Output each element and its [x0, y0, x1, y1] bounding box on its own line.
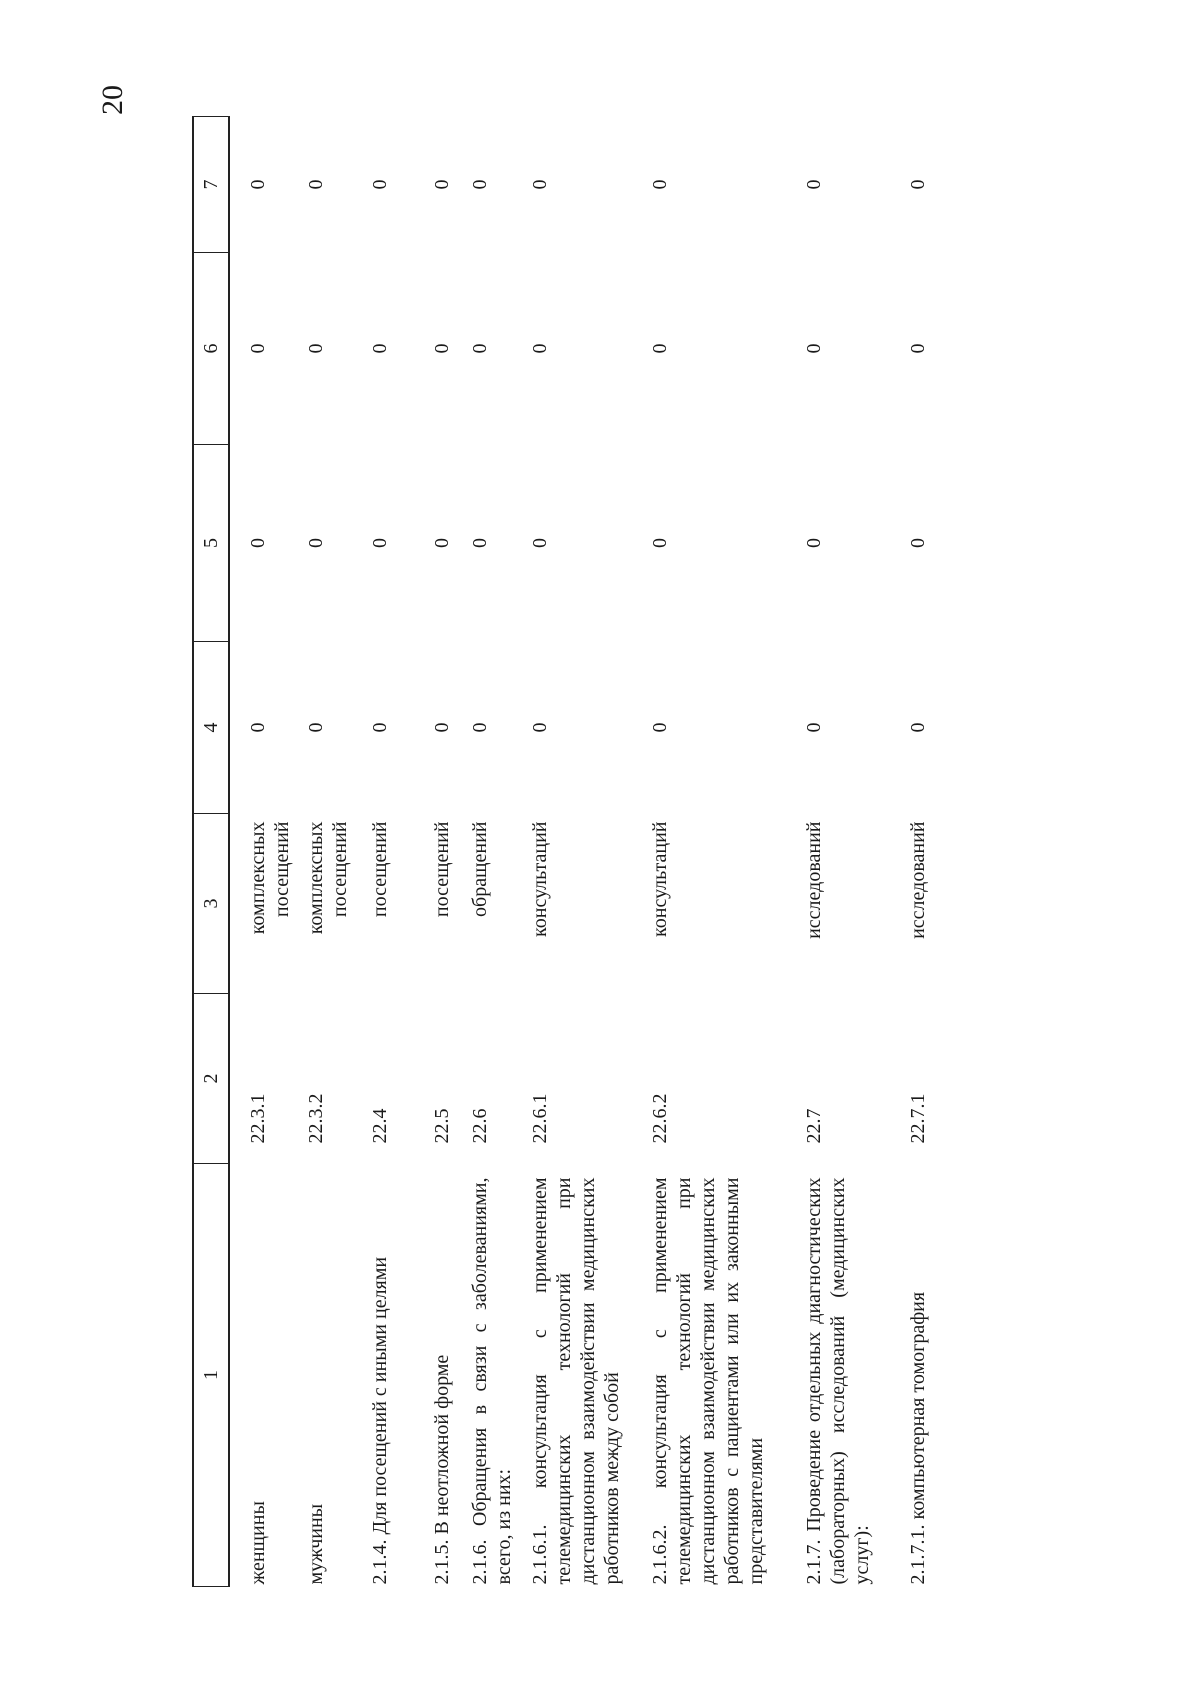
- table-row: [360, 117, 426, 1587]
- row-value-col4: 0: [247, 722, 269, 733]
- row-description: женщины: [247, 1501, 269, 1585]
- row-code: 22.3.2: [305, 1093, 327, 1144]
- row-value-col7: 0: [369, 179, 391, 190]
- row-unit: обращений: [469, 821, 491, 917]
- row-value-col7: 0: [907, 179, 929, 190]
- row-description: мужчины: [305, 1503, 327, 1585]
- row-value-col6: 0: [803, 343, 825, 354]
- column-header-5: 5: [193, 445, 229, 642]
- row-value-col6: 0: [529, 343, 551, 354]
- row-description: 2.1.5. В неотложной форме: [431, 1354, 453, 1585]
- table-row: [522, 117, 642, 1587]
- row-value-col7: 0: [305, 179, 327, 190]
- row-value-col6: 0: [369, 343, 391, 354]
- row-code: 22.3.1: [247, 1093, 269, 1144]
- row-code: 22.7: [803, 1108, 825, 1144]
- table-row: [642, 117, 794, 1587]
- row-description: 2.1.7. Проведение отдельных диагностических (лабораторных) исследований (медицинских услуг):: [803, 1177, 873, 1585]
- row-unit: посещений: [369, 821, 391, 918]
- row-description: 2.1.6.1. консультация с применением телемедицинских технологий при дистанционном взаимодействии медицинских работников между собой: [529, 1177, 623, 1585]
- row-value-col4: 0: [803, 722, 825, 733]
- row-description: 2.1.6.2. консультация с применением телемедицинских технологий при дистанционном взаимодействии медицинских работников с пациентами или их законными представителями: [649, 1177, 767, 1585]
- row-unit: исследований: [907, 821, 929, 939]
- row-value-col6: 0: [649, 343, 671, 354]
- row-value-col7: 0: [803, 179, 825, 190]
- data-table: [192, 116, 964, 1587]
- row-value-col5: 0: [469, 538, 491, 548]
- row-code: 22.4: [369, 1108, 391, 1144]
- table-row: [229, 117, 294, 1587]
- row-value-col7: 0: [431, 179, 453, 190]
- row-code: 22.5: [431, 1108, 453, 1144]
- row-unit: комплексных посещений: [247, 821, 293, 935]
- row-value-col6: 0: [305, 343, 327, 354]
- row-value-col5: 0: [431, 538, 453, 548]
- row-value-col4: 0: [305, 722, 327, 733]
- row-value-col5: 0: [649, 538, 671, 548]
- row-value-col5: 0: [907, 538, 929, 548]
- row-value-col6: 0: [469, 343, 491, 354]
- row-value-col5: 0: [247, 538, 269, 548]
- row-value-col4: 0: [431, 722, 453, 733]
- column-header-7: 7: [193, 117, 229, 253]
- row-value-col5: 0: [803, 538, 825, 548]
- table-row: [794, 117, 900, 1587]
- row-unit: консультаций: [529, 821, 551, 937]
- row-value-col4: 0: [649, 722, 671, 733]
- row-code: 22.6.1: [529, 1093, 551, 1144]
- row-value-col5: 0: [529, 538, 551, 548]
- column-header-6: 6: [193, 253, 229, 445]
- rotated-table-container: [192, 117, 929, 1587]
- row-description: 2.1.6. Обращения в связи с заболеваниями, всего, из них:: [469, 1177, 515, 1585]
- row-unit: комплексных посещений: [305, 821, 351, 935]
- row-value-col7: 0: [247, 179, 269, 190]
- row-value-col4: 0: [907, 722, 929, 733]
- row-code: 22.6: [469, 1108, 491, 1144]
- row-value-col7: 0: [529, 179, 551, 190]
- row-value-col5: 0: [305, 538, 327, 548]
- header-row: [193, 117, 229, 1587]
- page-number: 20: [96, 85, 129, 115]
- row-value-col4: 0: [529, 722, 551, 733]
- row-description: 2.1.4. Для посещений с иными целями: [369, 1256, 391, 1585]
- table-row: [294, 117, 360, 1587]
- row-code: 22.6.2: [649, 1093, 671, 1144]
- row-value-col4: 0: [469, 722, 491, 733]
- row-code: 22.7.1: [907, 1093, 929, 1144]
- row-value-col6: 0: [431, 343, 453, 354]
- column-header-3: 3: [193, 814, 229, 994]
- row-unit: консультаций: [649, 821, 671, 937]
- row-unit: исследований: [803, 821, 825, 939]
- column-header-1: 1: [193, 1164, 229, 1587]
- row-description: 2.1.7.1. компьютерная томография: [907, 1291, 929, 1585]
- row-value-col7: 0: [649, 179, 671, 190]
- row-value-col6: 0: [907, 343, 929, 354]
- row-value-col5: 0: [369, 538, 391, 548]
- table-row: [900, 117, 964, 1587]
- row-unit: посещений: [431, 821, 453, 918]
- column-header-4: 4: [193, 642, 229, 814]
- table-row: [464, 117, 522, 1587]
- column-header-2: 2: [193, 994, 229, 1164]
- table-row: [426, 117, 464, 1587]
- row-value-col4: 0: [369, 722, 391, 733]
- row-value-col7: 0: [469, 179, 491, 190]
- row-value-col6: 0: [247, 343, 269, 354]
